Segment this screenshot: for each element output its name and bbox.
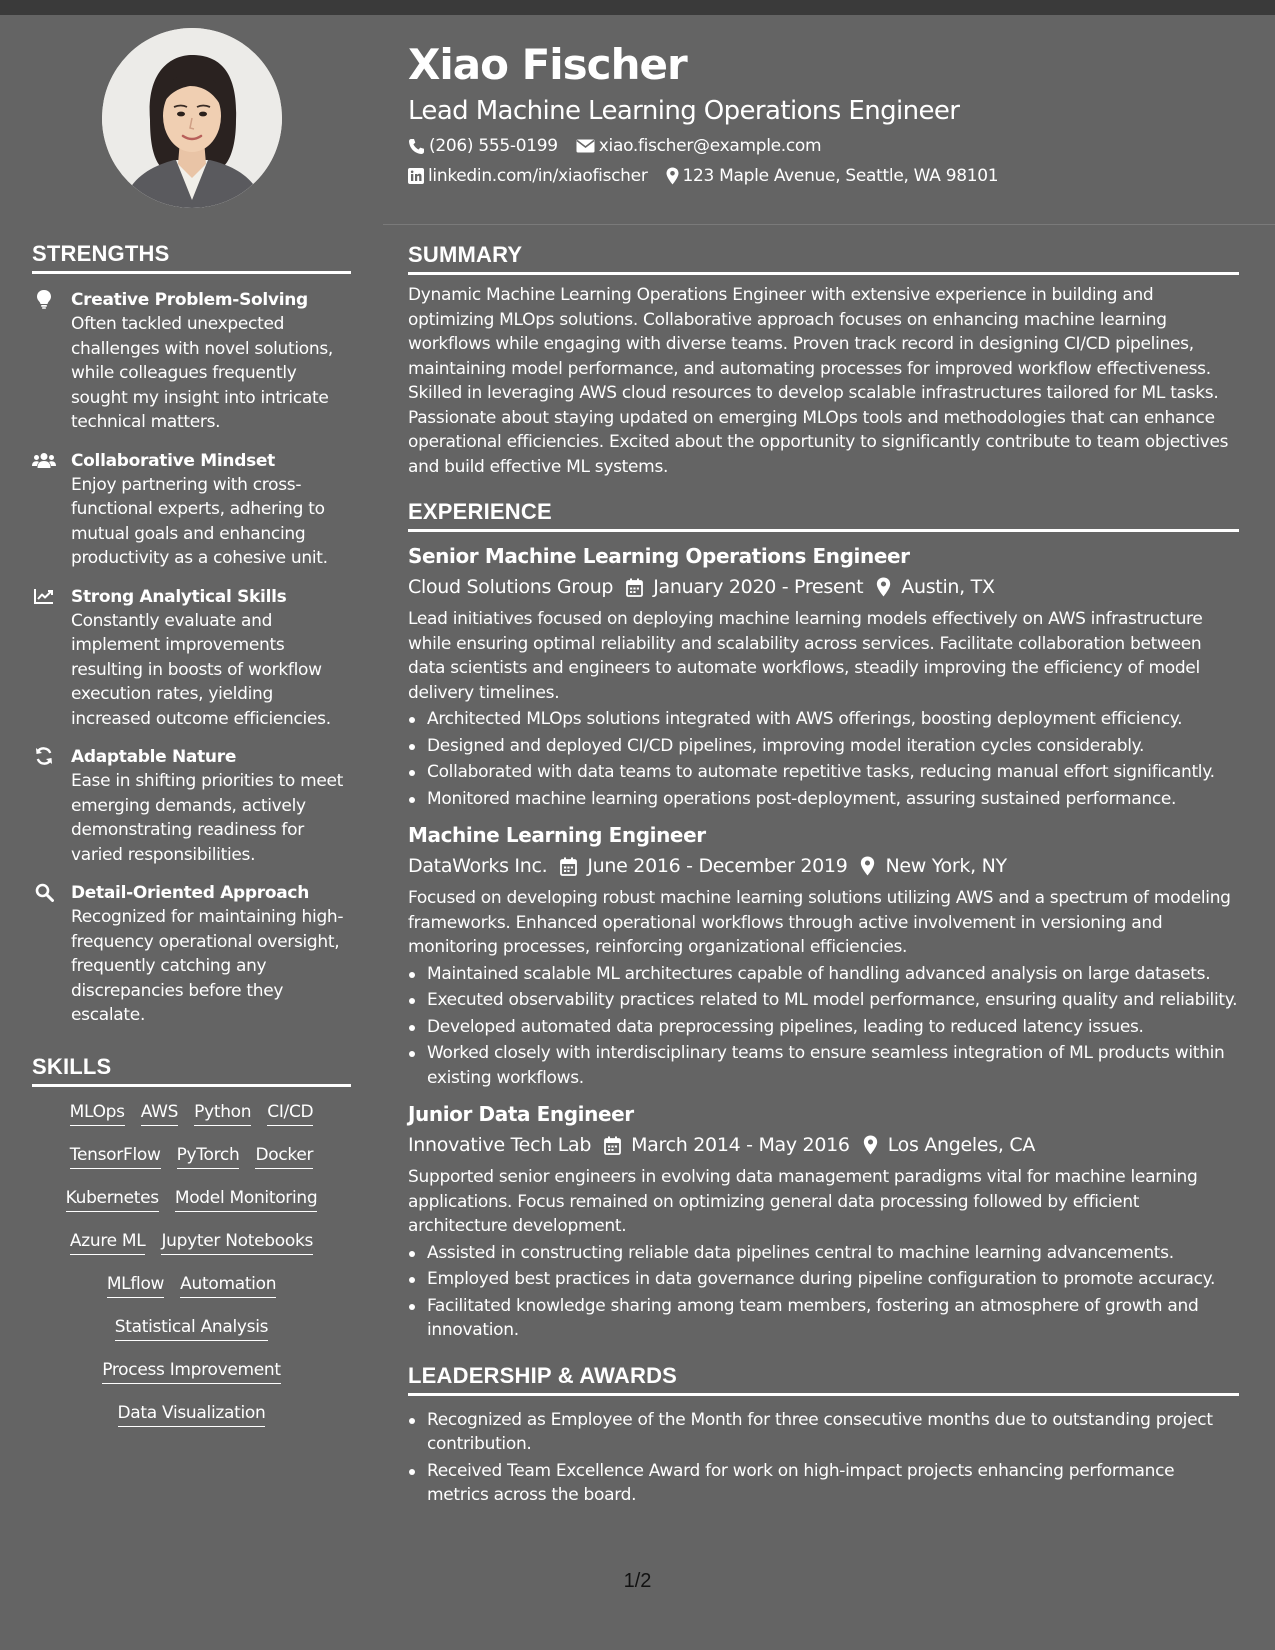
job-bullet: Executed observability practices related to ML model performance, ensuring quality and reliability. (408, 988, 1239, 1013)
strength-title: Detail-Oriented Approach (71, 883, 309, 903)
address-text: 123 Maple Avenue, Seattle, WA 98101 (682, 166, 999, 186)
linkedin-link[interactable]: linkedin.com/in/xiaofischer (428, 166, 648, 186)
award-item: Received Team Excellence Award for work on high-impact projects enhancing performance metrics across the board. (408, 1459, 1239, 1508)
job-bullet: Maintained scalable ML architectures capable of handling advanced analysis on large datasets. (408, 962, 1239, 987)
job-meta (408, 851, 1239, 881)
users-icon (32, 449, 56, 471)
job-bullet: Architected MLOps solutions integrated with AWS offerings, boosting deployment efficiency. (408, 707, 1239, 732)
job-bullet: Designed and deployed CI/CD pipelines, improving model iteration cycles considerably. (408, 734, 1239, 759)
email-contact[interactable] (576, 134, 822, 158)
strengths-section (32, 241, 351, 1028)
job-bullet: Assisted in constructing reliable data pipelines central to machine learning advancements. (408, 1241, 1239, 1266)
job-location: Austin, TX (901, 576, 995, 598)
skill-tag: CI/CD (267, 1101, 313, 1126)
job-meta (408, 1130, 1239, 1160)
page-number: 1/2 (623, 1570, 652, 1592)
skill-tag: Python (194, 1101, 251, 1126)
strength-item (32, 585, 351, 732)
job-entry (408, 821, 1239, 1090)
profile-photo (102, 28, 282, 208)
address-contact (666, 164, 999, 188)
summary-text: Dynamic Machine Learning Operations Engineer with extensive experience in building and optimizing MLOps solutions. Collaborative approach focuses on enhancing machine learning workflows while engaging with diverse teams. Proven track record in designing CI/CD pipelines, maintaining model performance, and automating processes for improved workflow effectiveness. Skilled in leveraging AWS cloud resources to develop scalable infrastructures tailored for ML tasks. Passionate about staying updated on emerging MLOps tools and methodologies that can enhance operational efficiencies. Excited about the opportunity to significantly contribute to team objectives and build effective ML systems. (408, 285, 1229, 477)
job-bullet: Developed automated data preprocessing pipelines, leading to reduced latency issues. (408, 1015, 1239, 1040)
candidate-name: Xiao Fischer (408, 40, 687, 89)
candidate-role: Lead Machine Learning Operations Engineer (408, 96, 960, 126)
job-location: New York, NY (885, 855, 1007, 877)
header-divider (383, 224, 1275, 225)
lightbulb-icon (32, 288, 56, 310)
job-dates: March 2014 - May 2016 (631, 1134, 850, 1156)
strength-title: Adaptable Nature (71, 747, 237, 767)
job-meta (408, 572, 1239, 602)
job-title: Senior Machine Learning Operations Engineer (408, 544, 910, 568)
skill-tag: Statistical Analysis (115, 1316, 268, 1341)
job-bullet: Employed best practices in data governance during pipeline configuration to promote accuracy. (408, 1267, 1239, 1292)
map-pin-icon (863, 1135, 878, 1155)
email-link[interactable]: xiao.fischer@example.com (598, 136, 822, 156)
skill-tag: Kubernetes (66, 1187, 159, 1212)
summary-heading: SUMMARY (408, 242, 1239, 275)
sidebar (32, 28, 351, 1427)
job-bullet: Monitored machine learning operations post-deployment, assuring sustained performance. (408, 787, 1239, 812)
job-bullets (408, 707, 1239, 811)
skills-list (32, 1101, 351, 1427)
search-icon (32, 881, 56, 903)
skill-tag: Docker (255, 1144, 313, 1169)
calendar-icon (626, 578, 643, 597)
skill-tag: MLflow (107, 1273, 164, 1298)
strength-item (32, 449, 351, 571)
job-location: Los Angeles, CA (887, 1134, 1036, 1156)
awards-list (408, 1408, 1239, 1508)
job-company: DataWorks Inc. (408, 855, 548, 877)
line-chart-icon (32, 585, 56, 607)
skill-tag: Process Improvement (102, 1359, 281, 1384)
job-description: Supported senior engineers in evolving data management paradigms vital for machine learning applications. Focus remained on optimizing general data processing followed by efficient architecture development. (408, 1167, 1198, 1236)
linkedin-icon (408, 168, 424, 184)
job-description: Focused on developing robust machine learning solutions utilizing AWS and a spectrum of modeling frameworks. Enhanced operational workflows through active involvement in versioning and monitoring processes, reinforcing organizational efficiencies. (408, 888, 1231, 957)
job-bullet: Worked closely with interdisciplinary teams to ensure seamless integration of ML products within existing workflows. (408, 1041, 1239, 1090)
strength-title: Strong Analytical Skills (71, 586, 287, 607)
contact-row (408, 164, 1238, 188)
strengths-heading: STRENGTHS (32, 241, 351, 274)
strength-description: Enjoy partnering with cross-functional experts, adhering to mutual goals and enhancing productivity as a cohesive unit. (71, 474, 328, 568)
skill-tag: PyTorch (177, 1144, 240, 1169)
job-dates: June 2016 - December 2019 (587, 855, 848, 877)
summary-section (408, 242, 1239, 479)
skill-tag: Automation (180, 1273, 276, 1298)
job-bullets (408, 1241, 1239, 1343)
job-bullet: Collaborated with data teams to automate repetitive tasks, reducing manual effort significantly. (408, 760, 1239, 785)
job-company: Cloud Solutions Group (408, 576, 614, 598)
refresh-icon (32, 745, 56, 767)
job-company: Innovative Tech Lab (408, 1134, 592, 1156)
job-title: Machine Learning Engineer (408, 823, 706, 847)
main-content (408, 242, 1239, 1510)
linkedin-contact[interactable] (408, 164, 648, 188)
experience-heading: EXPERIENCE (408, 499, 1239, 532)
job-description: Lead initiatives focused on deploying machine learning models effectively on AWS infrastructure while ensuring optimal reliability and scalability across services. Facilitate collaboration between data scientists and engineers to automate workflows, steadily improving the efficiency of model delivery timelines. (408, 609, 1203, 703)
job-entry (408, 542, 1239, 811)
strength-description: Recognized for maintaining high-frequency operational oversight, frequently catching any discrepancies before they escalate. (71, 907, 344, 1025)
strength-description: Constantly evaluate and implement improvements resulting in boosts of workflow execution rates, yielding increased outcome efficiencies. (71, 610, 331, 729)
strength-title: Creative Problem-Solving (71, 290, 308, 310)
map-pin-icon (876, 577, 891, 597)
experience-section (408, 499, 1239, 1343)
strength-title: Collaborative Mindset (71, 450, 275, 471)
award-item: Recognized as Employee of the Month for three consecutive months due to outstanding project contribution. (408, 1408, 1239, 1457)
skill-tag: Data Visualization (118, 1402, 266, 1427)
skills-heading: SKILLS (32, 1054, 351, 1087)
strength-item (32, 881, 351, 1028)
skill-tag: Model Monitoring (175, 1187, 318, 1212)
strength-description: Often tackled unexpected challenges with novel solutions, while colleagues frequently sought my insight into intricate technical matters. (71, 314, 334, 432)
top-bar (0, 0, 1275, 15)
skill-tag: TensorFlow (70, 1144, 161, 1169)
map-pin-icon (666, 167, 679, 185)
phone-icon (408, 138, 425, 155)
awards-heading: LEADERSHIP & AWARDS (408, 1363, 1239, 1396)
strength-description: Ease in shifting priorities to meet emerging demands, actively demonstrating readiness for varied responsibilities. (71, 771, 344, 865)
skill-tag: Azure ML (70, 1230, 146, 1255)
phone-text: (206) 555-0199 (429, 136, 558, 156)
skill-tag: MLOps (70, 1101, 125, 1126)
calendar-icon (560, 857, 577, 876)
skill-tag: Jupyter Notebooks (161, 1230, 313, 1255)
job-dates: January 2020 - Present (653, 576, 864, 598)
job-entry (408, 1100, 1239, 1343)
skills-section (32, 1054, 351, 1427)
awards-section (408, 1363, 1239, 1508)
strength-item (32, 288, 351, 435)
job-bullet: Facilitated knowledge sharing among team members, fostering an atmosphere of growth and innovation. (408, 1294, 1239, 1343)
job-bullets (408, 962, 1239, 1091)
envelope-icon (576, 139, 595, 153)
calendar-icon (604, 1136, 621, 1155)
contact-row (408, 134, 1238, 158)
strength-item (32, 745, 351, 867)
map-pin-icon (860, 856, 875, 876)
job-title: Junior Data Engineer (408, 1102, 634, 1126)
phone-contact (408, 134, 558, 158)
skill-tag: AWS (141, 1101, 178, 1126)
resume-header (408, 40, 1238, 188)
